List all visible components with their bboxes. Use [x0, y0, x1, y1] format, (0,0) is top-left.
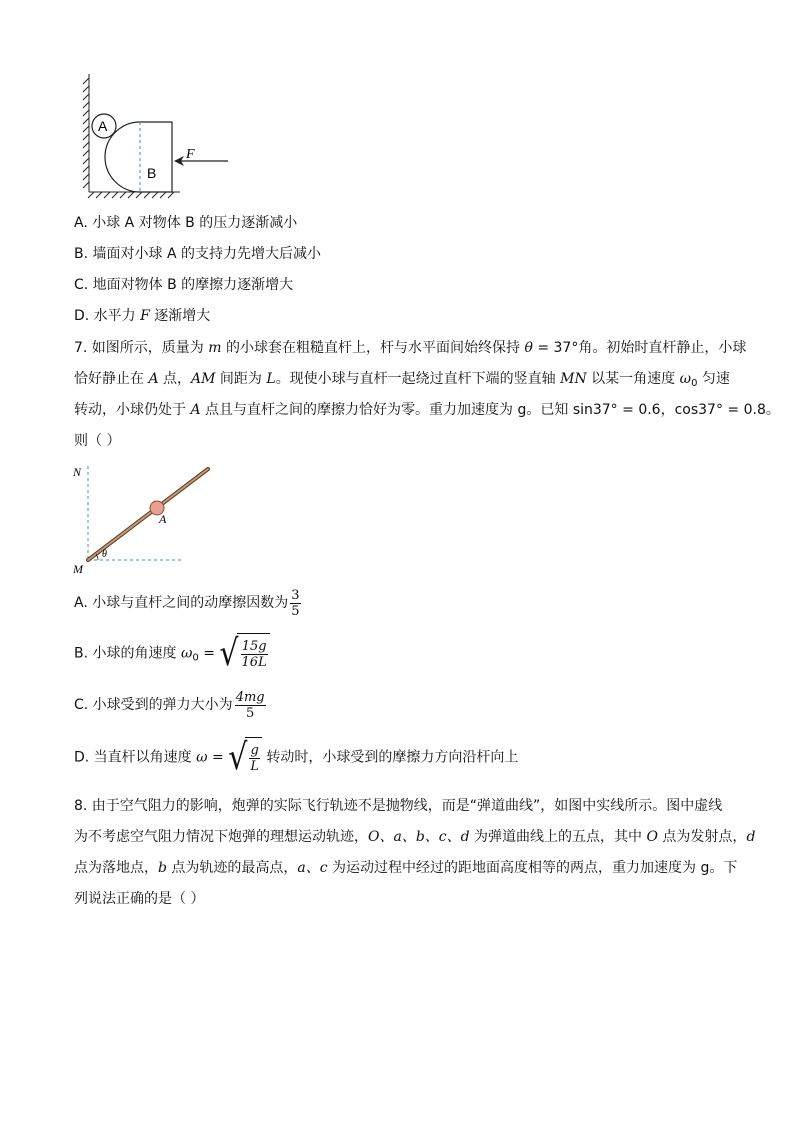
- figure-rod-bead: [68, 460, 218, 578]
- q7-text: 。现使小球与直杆一起绕过直杆下端的竖直轴: [275, 371, 561, 387]
- q7-option-b-text: B. 小球的角速度: [74, 645, 181, 662]
- fraction-numerator: 15g: [241, 638, 267, 654]
- fraction: [249, 743, 260, 774]
- fraction: [235, 690, 266, 721]
- q6-option-d-var: F: [140, 308, 150, 324]
- q8-text: 点为发射点，: [657, 829, 747, 845]
- q7-stem-line1: [74, 339, 746, 357]
- fraction: [290, 588, 300, 619]
- label-a: A: [159, 512, 167, 526]
- q8-text: 点为落地点，: [74, 860, 158, 876]
- q8-stem-line3: [74, 859, 737, 877]
- q7-var-a: A: [148, 371, 159, 387]
- q8-var-d: d: [746, 829, 756, 845]
- q7-var-omega: ω: [679, 371, 692, 387]
- q6-option-d-prefix: D. 水平力: [74, 308, 141, 324]
- label-m: M: [73, 562, 83, 576]
- q7-text: 点且与直杆之间的摩擦力恰好为零。重力加速度为 g。已知 sin37° = 0.6，cos37° = 0.8。: [200, 402, 780, 418]
- omega-symbol: ω: [196, 749, 208, 766]
- q7-subscript: 0: [691, 378, 698, 389]
- sqrt-icon: √: [228, 735, 248, 778]
- q8-stem-line4: 列说法正确的是（ ）: [74, 891, 205, 907]
- q6-option-b: B. 墙面对小球 A 的支持力先增大后减小: [74, 246, 321, 262]
- q6-option-c: C. 地面对物体 B 的摩擦力逐渐增大: [74, 277, 294, 293]
- q7-var-l: L: [266, 371, 276, 387]
- fraction-numerator: 3: [291, 587, 300, 603]
- label-n: N: [73, 465, 82, 479]
- q7-var-am: AM: [191, 371, 216, 387]
- q7-var-m: m: [208, 340, 222, 356]
- sqrt-expression: [219, 633, 269, 674]
- q7-text: 恰好静止在: [74, 371, 149, 387]
- block-b: [105, 122, 172, 192]
- q6-option-d: [74, 307, 210, 325]
- equals: =: [207, 749, 229, 766]
- q7-option-d-suffix: 转动时，小球受到的摩擦力方向沿杆向上: [261, 749, 519, 766]
- fraction-denominator: 16L: [241, 654, 267, 670]
- fraction-denominator: 5: [291, 603, 300, 619]
- q7-option-a-text: A. 小球与直杆之间的动摩擦因数为: [74, 595, 289, 611]
- sqrt-expression: [228, 737, 262, 778]
- fraction-denominator: L: [250, 758, 259, 774]
- block-b-label: B: [147, 165, 157, 181]
- subscript: 0: [192, 652, 199, 664]
- q8-var-o: O: [646, 829, 658, 845]
- q7-text: 点，: [158, 371, 192, 387]
- q8-text: 为不考虑空气阻力情况下炮弹的理想运动轨迹，: [74, 829, 368, 845]
- sqrt-icon: √: [219, 631, 239, 674]
- fraction-numerator: g: [250, 742, 259, 758]
- q7-text: 转动，小球仍处于: [74, 402, 191, 418]
- q6-option-d-suffix: 逐渐增大: [149, 308, 211, 324]
- equals: =: [198, 645, 220, 662]
- q7-text: 7. 如图所示，质量为: [74, 340, 209, 356]
- q7-text: 的小球套在粗糙直杆上，杆与水平面间始终保持: [221, 340, 525, 356]
- q7-option-d-text: D. 当直杆以角速度: [74, 749, 197, 766]
- q8-text: 点为轨迹的最高点，: [166, 860, 298, 876]
- fraction-numerator: 4mg: [235, 689, 265, 705]
- q8-text: 为弹道曲线上的五点，其中: [469, 829, 647, 845]
- q7-text: 匀速: [697, 371, 730, 387]
- q8-var-ac: a、c: [297, 860, 328, 876]
- rod-highlight: [88, 469, 208, 560]
- q7-option-c-text: C. 小球受到的弹力大小为: [74, 697, 233, 713]
- fraction: [241, 639, 268, 670]
- q6-option-a: A. 小球 A 对物体 B 的压力逐渐减小: [74, 215, 298, 231]
- q8-text: 为运动过程中经过的距地面高度相等的两点，重力加速度为 g。下: [327, 860, 738, 876]
- q7-text: 间距为: [215, 371, 267, 387]
- q7-option-b: [74, 633, 270, 679]
- q8-points: O、a、b、c、d: [368, 829, 470, 845]
- force-label: F: [186, 147, 195, 162]
- q7-option-d: [74, 737, 518, 778]
- q7-var-theta: θ: [524, 340, 533, 356]
- label-theta: θ: [102, 549, 107, 560]
- q7-stem-line2: [74, 370, 730, 393]
- q7-var-mn: MN: [560, 371, 587, 387]
- q7-stem-line4: 则（ ）: [74, 433, 121, 449]
- q7-text: = 37°角。初始时直杆静止，小球: [532, 340, 747, 356]
- fraction-denominator: 5: [235, 705, 266, 721]
- q8-var-b: b: [158, 860, 167, 876]
- figure-wall-ball-block: [80, 70, 240, 200]
- q7-var-a: A: [190, 402, 201, 418]
- q7-stem-line3: [74, 401, 780, 419]
- ball-a-label: A: [98, 118, 108, 134]
- q8-stem-line1: 8. 由于空气阻力的影响，炮弹的实际飞行轨迹不是抛物线，而是“弹道曲线”，如图中实线所示。图中虚线: [74, 798, 723, 814]
- ground-hatching: [88, 192, 180, 198]
- q7-option-c: [74, 688, 268, 722]
- q8-stem-line2: [74, 828, 755, 846]
- omega-symbol: ω: [180, 645, 193, 662]
- q7-option-a: [74, 586, 303, 620]
- q7-text: 以某一角速度: [586, 371, 680, 387]
- wall-hatching: [83, 74, 89, 192]
